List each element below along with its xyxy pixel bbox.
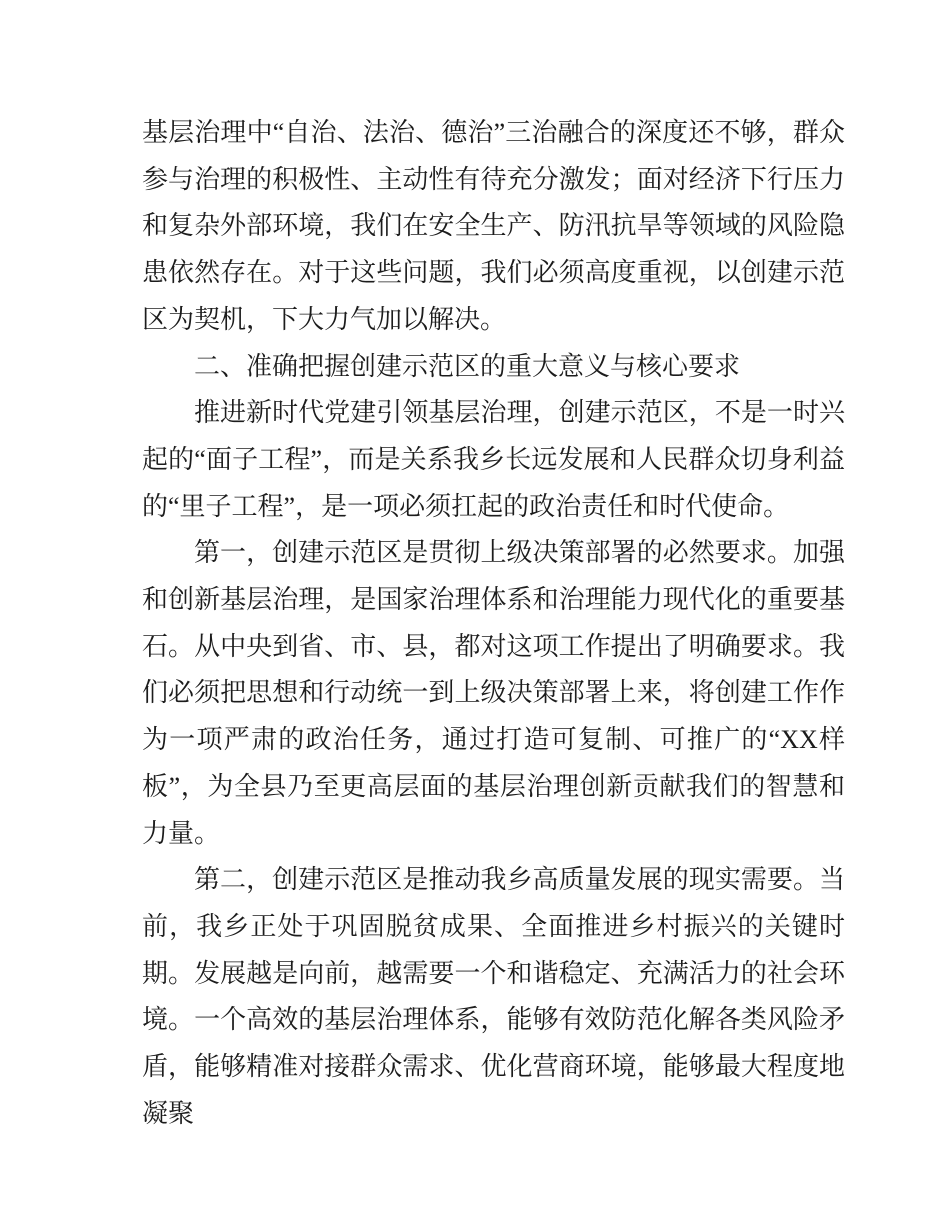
document-text-block <box>142 110 845 1137</box>
paragraph: 推进新时代党建引领基层治理，创建示范区，不是一时兴起的“面子工程”，而是关系我乡长远发展和人民群众切身利益的“里子工程”，是一项必须扛起的政治责任和时代使命。 <box>142 398 845 521</box>
paragraph: 第一，创建示范区是贯彻上级决策部署的必然要求。加强和创新基层治理，是国家治理体系和治理能力现代化的重要基石。从中央到省、市、县，都对这项工作提出了明确要求。我们必须把思想和行动统一到上级决策部署上来，将创建工作作为一项严肃的政治任务，通过打造可复制、可推广的“XX样板”，为全县乃至更高层面的基层治理创新贡献我们的智慧和力量。 <box>142 538 845 848</box>
paragraph-continuation: 基层治理中“自治、法治、德治”三治融合的深度还不够，群众参与治理的积极性、主动性有待充分激发；面对经济下行压力和复杂外部环境，我们在安全生产、防汛抗旱等领域的风险隐患依然存在。对于这些问题，我们必须高度重视，以创建示范区为契机，下大力气加以解决。 <box>142 118 845 334</box>
section-heading: 二、准确把握创建示范区的重大意义与核心要求 <box>194 351 741 381</box>
paragraph-cut-off: 第二，创建示范区是推动我乡高质量发展的现实需要。当前，我乡正处于巩固脱贫成果、全面推进乡村振兴的关键时期。发展越是向前，越需要一个和谐稳定、充满活力的社会环境。一个高效的基层治理体系，能够有效防范化解各类风险矛盾，能够精准对接群众需求、优化营商环境，能够最大程度地凝聚 <box>142 865 845 1128</box>
